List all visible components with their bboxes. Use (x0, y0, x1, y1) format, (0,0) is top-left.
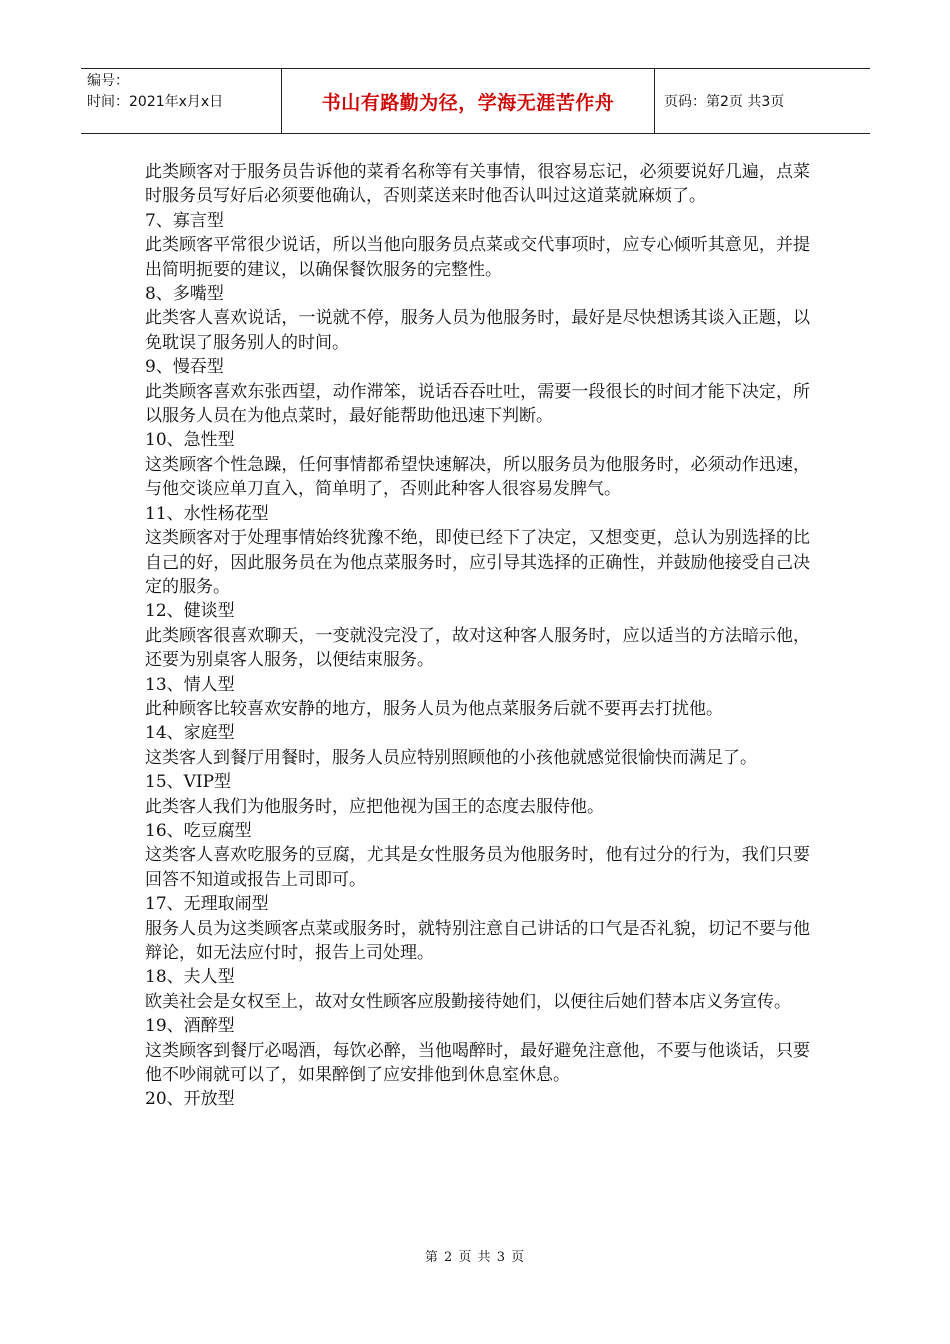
body-paragraph: 此类顾客对于服务员告诉他的菜肴名称等有关事情，很容易忘记，必须要说好几遍，点菜时服务员写好后必须要他确认，否则菜送来时他否认叫过这道菜就麻烦了。 (145, 162, 810, 207)
section-heading: 15、VIP型 (145, 772, 232, 793)
body-paragraph: 这类顾客对于处理事情始终犹豫不绝，即使已经下了决定，又想变更，总认为别选择的比自己的好，因此服务员在为他点菜服务时，应引导其选择的正确性，并鼓励他接受自己决定的服务。 (145, 528, 810, 597)
body-paragraph: 此类顾客平常很少说话，所以当他向服务员点菜或交代事项时，应专心倾听其意见，并提出简明扼要的建议，以确保餐饮服务的完整性。 (145, 235, 810, 280)
header-meta (81, 69, 282, 133)
section-heading: 11、水性杨花型 (145, 503, 269, 524)
body-paragraph: 此种顾客比较喜欢安静的地方，服务人员为他点菜服务后就不要再去打扰他。 (145, 698, 723, 719)
page-footer: 第 2 页 共 3 页 (424, 1250, 526, 1265)
body-paragraph: 这类顾客到餐厅必喝酒，每饮必醉，当他喝醉时，最好避免注意他，不要与他谈话，只要他不吵闹就可以了，如果醉倒了应安排他到休息室休息。 (145, 1040, 810, 1086)
header-page-label: 页码：第2页 共3页 (664, 94, 785, 110)
body-paragraph: 这类顾客个性急躁，任何事情都希望快速解决，所以服务员为他服务时，必须动作迅速，与他交谈应单刀直入，简单明了，否则此种客人很容易发脾气。 (145, 454, 810, 500)
section-heading: 14、家庭型 (145, 723, 235, 744)
body-paragraph: 此类客人我们为他服务时，应把他视为国王的态度去服侍他。 (145, 796, 604, 817)
section-heading: 8、多嘴型 (145, 284, 224, 305)
body-paragraph: 欧美社会是女权至上，故对女性顾客应殷勤接待她们，以便往后她们替本店义务宣传。 (145, 991, 791, 1012)
body-paragraph: 这类客人到餐厅用餐时，服务人员应特别照顾他的小孩他就感觉很愉快而满足了。 (145, 747, 757, 768)
section-heading: 16、吃豆腐型 (145, 820, 252, 841)
time-label: 时间：2021年x月x日 (87, 94, 224, 110)
body-paragraph: 此类客人喜欢说话，一说就不停，服务人员为他服务时，最好是尽快想诱其谈入正题，以免耽误了服务别人的时间。 (145, 308, 810, 353)
section-heading: 7、寡言型 (145, 210, 224, 231)
section-heading: 18、夫人型 (145, 967, 235, 988)
body-paragraph: 这类客人喜欢吃服务的豆腐，尤其是女性服务员为他服务时，他有过分的行为，我们只要回答不知道或报告上司即可。 (145, 845, 810, 890)
section-heading: 13、情人型 (145, 674, 235, 695)
section-heading: 12、健谈型 (145, 601, 235, 622)
body-paragraph: 服务人员为这类顾客点菜或服务时，就特别注意自己讲话的口气是否礼貌，切记不要与他辩论，如无法应付时，报告上司处理。 (145, 918, 810, 963)
section-heading: 17、无理取闹型 (145, 894, 269, 915)
body-paragraph: 此类顾客喜欢东张西望，动作滞笨，说话吞吞吐吐，需要一段很长的时间才能下决定，所以服务人员在为他点菜时，最好能帮助他迅速下判断。 (145, 381, 810, 427)
section-heading: 10、急性型 (145, 430, 235, 451)
page-header (81, 68, 870, 134)
section-heading: 20、开放型 (145, 1089, 235, 1110)
header-motto: 书山有路勤为径，学海无涯苦作舟 (282, 69, 655, 133)
document-body (145, 160, 810, 1112)
section-heading: 9、慢吞型 (145, 357, 224, 378)
body-paragraph: 此类顾客很喜欢聊天，一变就没完没了，故对这种客人服务时，应以适当的方法暗示他，还要为别桌客人服务，以便结束服务。 (145, 625, 810, 671)
section-heading: 19、酒醉型 (145, 1016, 235, 1037)
number-label: 编号： (87, 73, 129, 89)
